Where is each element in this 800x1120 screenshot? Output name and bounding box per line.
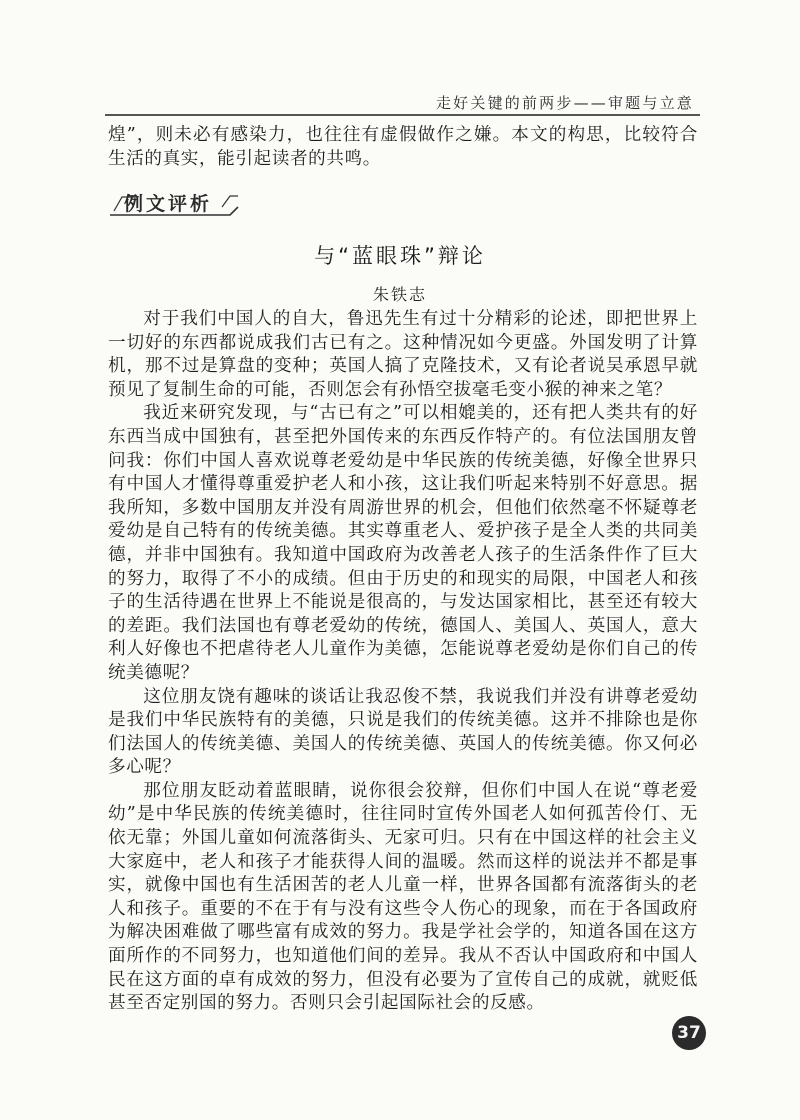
article-author: 朱铁志	[372, 285, 427, 304]
paragraph: 对于我们中国人的自大，鲁迅先生有过十分精彩的论述，即把世界上一切好的东西都说成我们古已有之。这种情况如今更盛。外国发明了计算机，那不过是算盘的变种；英国人搞了克隆技术，又有论者说吴承恩早就预见了复制生命的可能，否则怎会有孙悟空拔毫毛变小猴的神来之笔？	[108, 309, 698, 400]
paragraph: 这位朋友饶有趣味的谈话让我忍俊不禁，我说我们并没有讲尊老爱幼是我们中华民族特有的美德，只说是我们的传统美德。这并不排除也是你们法国人的传统美德、美国人的传统美德、英国人的传统美德。你又何必多心呢？	[108, 686, 698, 778]
section-label-text: 例文评析	[124, 193, 213, 215]
paragraph: 那位朋友眨动着蓝眼睛，说你很会狡辩，但你们中国人在说“尊老爱幼”是中华民族的传统美德时，往往同时宣传外国老人如何孤苦伶仃、无依无靠；外国儿童如何流落街头、无家可归。只有在中国这样的社会主义大家庭中，老人和孩子才能获得人间的温暖。然而这样的说法并不都是事实，就像中国也有生活困苦的老人儿童一样，世界各国都有流落街头的老人和孩子。重要的不在于有与没有这些令人伤心的现象，而在于各国政府为解决困难做了哪些富有成效的努力。我是学社会学的，知道各国在这方面所作的不同努力，也知道他们间的差异。我从不否认中国政府和中国人民在这方面的卓有成效的努力，但没有必要为了宣传自己的成就，就贬低甚至否定别国的努力。否则只会引起国际社会的反感。	[108, 780, 698, 1014]
page-number: 37	[672, 1016, 706, 1050]
article-body	[108, 308, 698, 1016]
article-title: 与“蓝眼珠”辩论	[314, 244, 486, 268]
header-divider	[105, 114, 700, 116]
continued-paragraph: 煌”，则未必有感染力，也往往有虚假做作之嫌。本文的构思，比较符合生活的真实，能引起读者的共鸣。	[108, 125, 698, 169]
section-label	[108, 188, 240, 218]
paragraph: 我近来研究发现，与“古已有之”可以相媲美的，还有把人类共有的好东西当成中国独有，甚至把外国传来的东西反作特产的。有位法国朋友曾问我：你们中国人喜欢说尊老爱幼是中华民族的传统美德，好像全世界只有中国人才懂得尊重爱护老人和小孩，这让我们听起来特别不好意思。据我所知，多数中国朋友并没有周游世界的机会，但他们依然毫不怀疑尊老爱幼是自己特有的传统美德。其实尊重老人、爱护孩子是全人类的共同美德，并非中国独有。我知道中国政府为改善老人孩子的生活条件作了巨大的努力，取得了不小的成绩。但由于历史的和现实的局限，中国老人和孩子的生活待遇在世界上不能说是很高的，与发达国家相比，甚至还有较大的差距。我们法国也有尊老爱幼的传统，德国人、美国人、英国人，意大利人好像也不把虐待老人儿童作为美德，怎能说尊老爱幼是你们自己的传统美德呢？	[108, 403, 698, 683]
running-header: 走好关键的前两步——审题与立意	[435, 94, 694, 112]
